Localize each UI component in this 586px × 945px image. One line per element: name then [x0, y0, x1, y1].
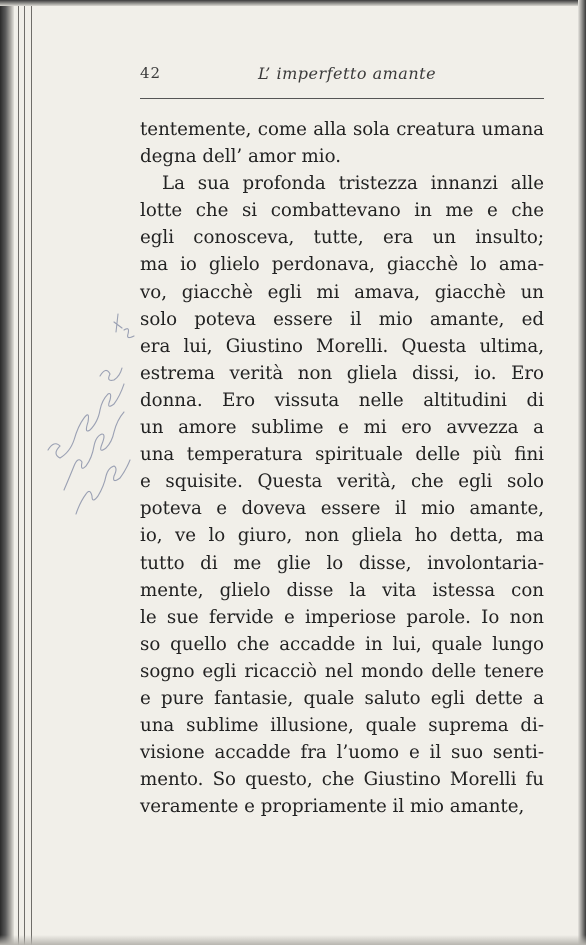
text-line: lotte che si combattevano in me e che	[140, 200, 544, 222]
running-title: L’ imperfetto amante	[258, 64, 437, 83]
text-line: tentemente, come alla sola creatura umana	[140, 119, 544, 140]
text-line: una temperatura spirituale delle più fini	[140, 444, 544, 466]
text-line: mente, glielo disse la vita istessa con	[140, 579, 544, 601]
spine-edge-line	[18, 0, 19, 945]
page-header	[140, 64, 542, 88]
text-line: donna. Ero vissuta nelle altitudini di	[140, 389, 544, 411]
text-line: e pure fantasie, quale saluto egli dette a	[140, 687, 544, 709]
spine-edge-line	[24, 0, 25, 945]
text-line: estrema verità non gliela dissi, io. Ero	[140, 362, 544, 384]
text-line: degna dell’ amor mio.	[140, 146, 341, 168]
text-line: sogno egli ricacciò nel mondo delle tenere	[140, 660, 544, 682]
book-spine	[0, 0, 14, 945]
page-top-edge	[0, 0, 586, 6]
header-rule	[140, 98, 544, 99]
body-text	[140, 116, 544, 820]
text-line: ma io glielo perdonava, giacchè lo ama-	[140, 254, 544, 276]
text-line: vo, giacchè egli mi amava, giacchè un	[140, 281, 544, 303]
text-line: una sublime illusione, quale suprema di-	[140, 715, 544, 737]
text-line: visione accadde fra l’uomo e il suo senti-	[140, 742, 544, 764]
text-line: le sue fervide e imperiose parole. Io non	[140, 606, 544, 628]
page-right-edge	[578, 0, 586, 945]
page-number: 42	[140, 64, 162, 82]
page-bottom-shadow	[0, 935, 586, 945]
handwritten-margin-note	[40, 300, 150, 530]
text-line: era lui, Giustino Morelli. Questa ultima,	[140, 335, 544, 357]
text-line: veramente e propriamente il mio amante,	[140, 796, 525, 818]
text-line: tutto di me glie lo disse, involontaria-	[140, 552, 544, 574]
text-line: so quello che accadde in lui, quale lungo	[140, 633, 544, 655]
text-line: solo poteva essere il mio amante, ed	[140, 308, 544, 330]
text-line: un amore sublime e mi ero avvezza a	[140, 417, 544, 439]
text-line: mento. So questo, che Giustino Morelli fu	[140, 769, 544, 791]
text-line: La sua profonda tristezza innanzi alle	[162, 173, 544, 195]
text-line: egli conosceva, tutte, era un insulto;	[140, 227, 544, 249]
text-line: e squisite. Questa verità, che egli solo	[140, 471, 544, 493]
spine-edge-line	[31, 0, 32, 945]
pencil-scribble-icon	[40, 300, 150, 530]
text-line: io, ve lo giuro, non gliela ho detta, ma	[140, 525, 544, 547]
text-line: poteva e doveva essere il mio amante,	[140, 498, 544, 520]
